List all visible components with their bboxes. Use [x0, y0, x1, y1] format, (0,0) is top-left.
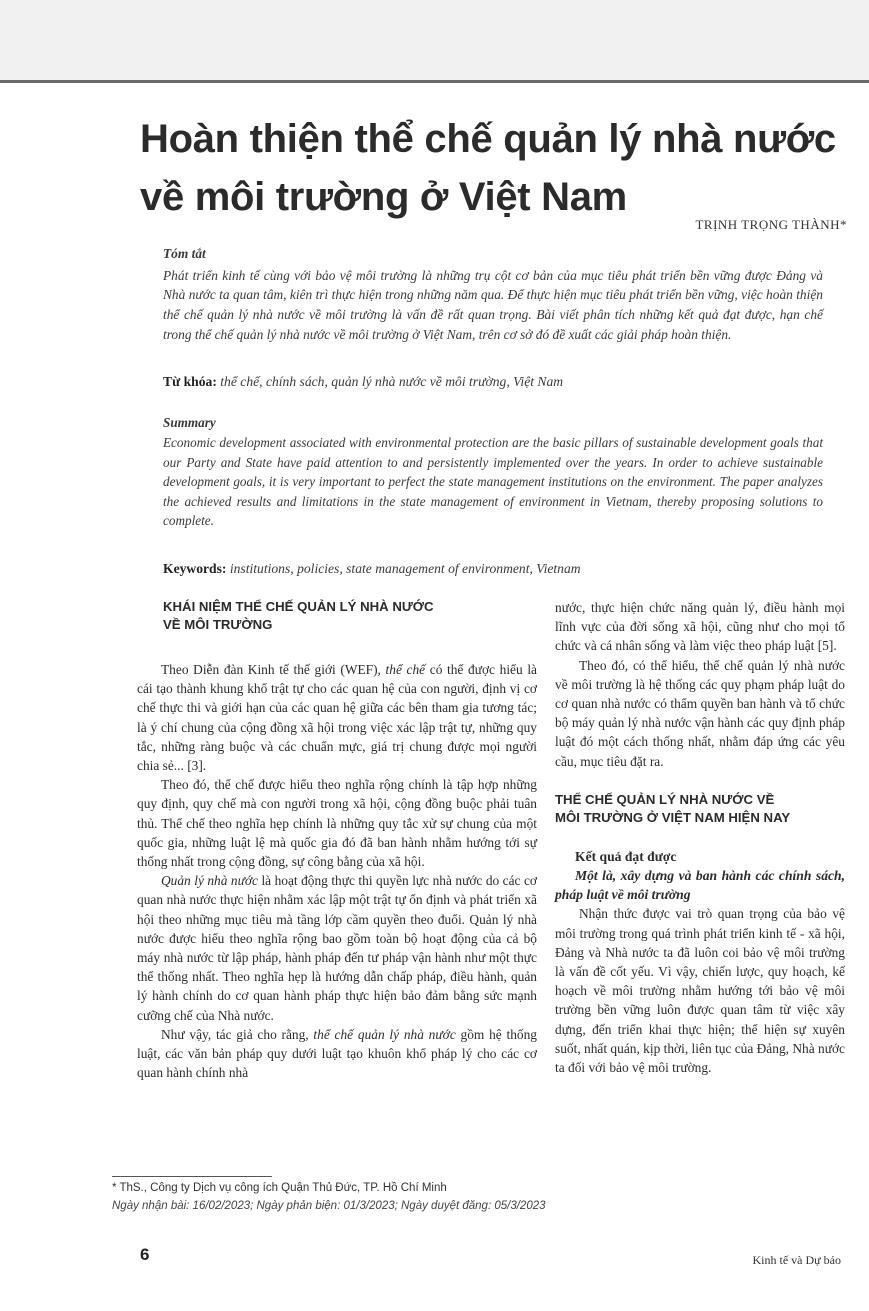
emphasis: thể chế — [385, 662, 426, 677]
text-run: có thể được hiểu là cái tạo thành khung khổ trật tự cho các quan hệ của con người, định vị cơ chế thực thi và giới hạn của các quan hệ giữa các bên tham gia tương tác; là ý chí chung của cộng đồng xã hội trong việc xác lập trật tự, những quy tắc, những ràng buộc và các chuẩn mực, giá trị chung được mọi người chia sẻ... [3]. — [137, 662, 537, 774]
abstract-vietnamese — [163, 242, 823, 345]
text-run: Theo Diễn đàn Kinh tế thế giới (WEF), — [161, 662, 386, 677]
keywords-en-label: Keywords: — [163, 561, 227, 576]
text-run: là hoạt động thực thi quyền lực nhà nước do các cơ quan nhà nước thực hiện nhằm xác lập một trật tự ổn định và phát triển xã hội theo những mục tiêu mà tầng lớp cầm quyền theo đuổi. Quản lý nhà nước được hiểu theo nghĩa rộng bao gồm toàn bộ hoạt động của cả bộ máy nhà nước từ lập pháp, hành pháp đến tư pháp vận hành như một thực thể thống nhất. Theo nghĩa hẹp là hướng dẫn chấp pháp, điều hành, quản lý hành chính do cơ quan hành pháp thực hiện bảo đảm bằng sức mạnh cưỡng chế của Nhà nước. — [137, 873, 537, 1023]
author-name: TRỊNH TRỌNG THÀNH* — [695, 217, 847, 232]
journal-name: Kinh tế và Dự báo — [752, 1253, 841, 1267]
abstract-vi-text: Phát triển kinh tế cùng với bảo vệ môi trường là những trụ cột cơ bản của mục tiêu phát triển bền vững được Đảng và Nhà nước ta quan tâm, kiên trì thực hiện trong những năm qua. Để thực hiện mục tiêu phát triển bền vững, việc hoàn thiện thể chế quản lý nhà nước về môi trường là vấn đề rất quan trọng. Bài viết phân tích những kết quả đạt được, hạn chế trong thể chế quản lý nhà nước về môi trường ở Việt Nam, trên cơ sở đó đề xuất các giải pháp hoàn thiện. — [163, 267, 823, 342]
paragraph — [137, 871, 537, 1025]
abstract-en-heading: Summary — [163, 415, 216, 430]
paragraph: Theo đó, thể chế được hiểu theo nghĩa rộng chính là tập hợp những quy định, quy chế mà con người trong xã hội, cộng đồng buộc phải tuân thủ. Thể chế theo nghĩa hẹp chính là những quy tắc xử sự chung của một quốc gia, những luật lệ mà quốc gia đó đã ban hành nhằm hướng tới sự thống nhất trong cộng đồng, sự công bằng của xã hội. — [137, 777, 537, 870]
paragraph: nước, thực hiện chức năng quản lý, điều hành mọi lĩnh vực của đời sống xã hội, cũng như cho mọi tổ chức và cá nhân sống và làm việc theo pháp luật [5]. — [555, 600, 845, 654]
keywords-en-text: institutions, policies, state management of environment, Vietnam — [229, 561, 581, 576]
section-heading-current-state — [555, 791, 845, 827]
section-heading-line: THỂ CHẾ QUẢN LÝ NHÀ NƯỚC VỀ — [555, 791, 775, 807]
subheading-first-point: Một là, xây dựng và ban hành các chính sách, pháp luật về môi trường — [555, 868, 845, 903]
title-line-1: Hoàn thiện thể chế quản lý nhà nước — [140, 117, 836, 161]
keywords-vi-text: thể chế, chính sách, quản lý nhà nước về môi trường, Việt Nam — [220, 374, 564, 389]
footnote-rule — [112, 1176, 272, 1177]
emphasis: Quản lý nhà nước — [161, 873, 258, 889]
body-column-right — [555, 598, 845, 1077]
section-heading-line: KHÁI NIỆM THỂ CHẾ QUẢN LÝ NHÀ NƯỚC — [163, 599, 434, 614]
paragraph — [137, 660, 537, 775]
abstract-en-text: Economic development associated with environmental protection are the basic pillars of sustainable development goals that our Party and State have paid attention to and persistently implemented over the years. In order to achieve sustainable development goals, it is very important to perfect the state management institutions on the environment. The paper analyzes the achieved results and limitations in the state management of environment in Vietnam, thereby proposing solutions to complete. — [163, 435, 823, 529]
header-rule — [0, 80, 869, 83]
header-band — [0, 0, 869, 80]
section-heading-line: MÔI TRƯỜNG Ở VIỆT NAM HIỆN NAY — [555, 809, 791, 825]
abstract-vi-heading: Tóm tắt — [163, 246, 206, 261]
footnote-affiliation: * ThS., Công ty Dịch vụ công ích Quận Thủ Đức, TP. Hồ Chí Minh — [112, 1182, 447, 1194]
abstract-english — [163, 412, 823, 530]
paragraph: Nhận thức được vai trò quan trọng của bảo vệ môi trường trong quá trình phát triển kinh tế - xã hội, Đảng và Nhà nước ta đã luôn coi bảo vệ môi trường là vấn đề cốt yếu. Vì vậy, chiến lược, quy hoạch, kế hoạch về môi trường nhằm hướng tới bảo vệ môi trường bền vững luôn được quan tâm từ việc xây dựng, đến triển khai thực hiện; thể hiện sự xuyên suốt, nhất quán, kịp thời, liên tục của Đảng, Nhà nước ta đối với bảo vệ môi trường. — [555, 906, 845, 1076]
keywords-vietnamese — [163, 374, 823, 390]
text-run: gồm hệ thống luật, các văn bản pháp quy dưới luật tạo khuôn khổ pháp lý cho các cơ quan hành chính nhà — [137, 1026, 537, 1081]
emphasis: thể chế quản lý nhà nước — [313, 1026, 456, 1042]
subheading-results: Kết quả đạt được — [575, 848, 677, 864]
body-column-left — [137, 598, 537, 1082]
page-number: 6 — [140, 1245, 150, 1264]
section-heading-line: VỀ MÔI TRƯỜNG — [163, 617, 273, 632]
section-heading-concepts — [137, 598, 537, 634]
footnote-dates: Ngày nhận bài: 16/02/2023; Ngày phản biện: 01/3/2023; Ngày duyệt đăng: 05/3/2023 — [112, 1200, 546, 1212]
keywords-english — [163, 561, 823, 577]
title-line-2: về môi trường ở Việt Nam — [140, 175, 627, 219]
keywords-vi-label: Từ khóa: — [163, 374, 217, 389]
paragraph — [137, 1025, 537, 1083]
article-title — [140, 110, 860, 226]
paragraph: Theo đó, có thể hiểu, thể chế quản lý nhà nước về môi trường là hệ thống các quy phạm pháp luật do cơ quan nhà nước có thẩm quyền ban hành và tổ chức bộ máy quản lý nhà nước vận hành các quy định pháp luật đó một cách thống nhất, nhằm đáp ứng các yêu cầu, mục tiêu đặt ra. — [555, 657, 845, 769]
text-run: Như vậy, tác giả cho rằng, — [161, 1026, 314, 1042]
